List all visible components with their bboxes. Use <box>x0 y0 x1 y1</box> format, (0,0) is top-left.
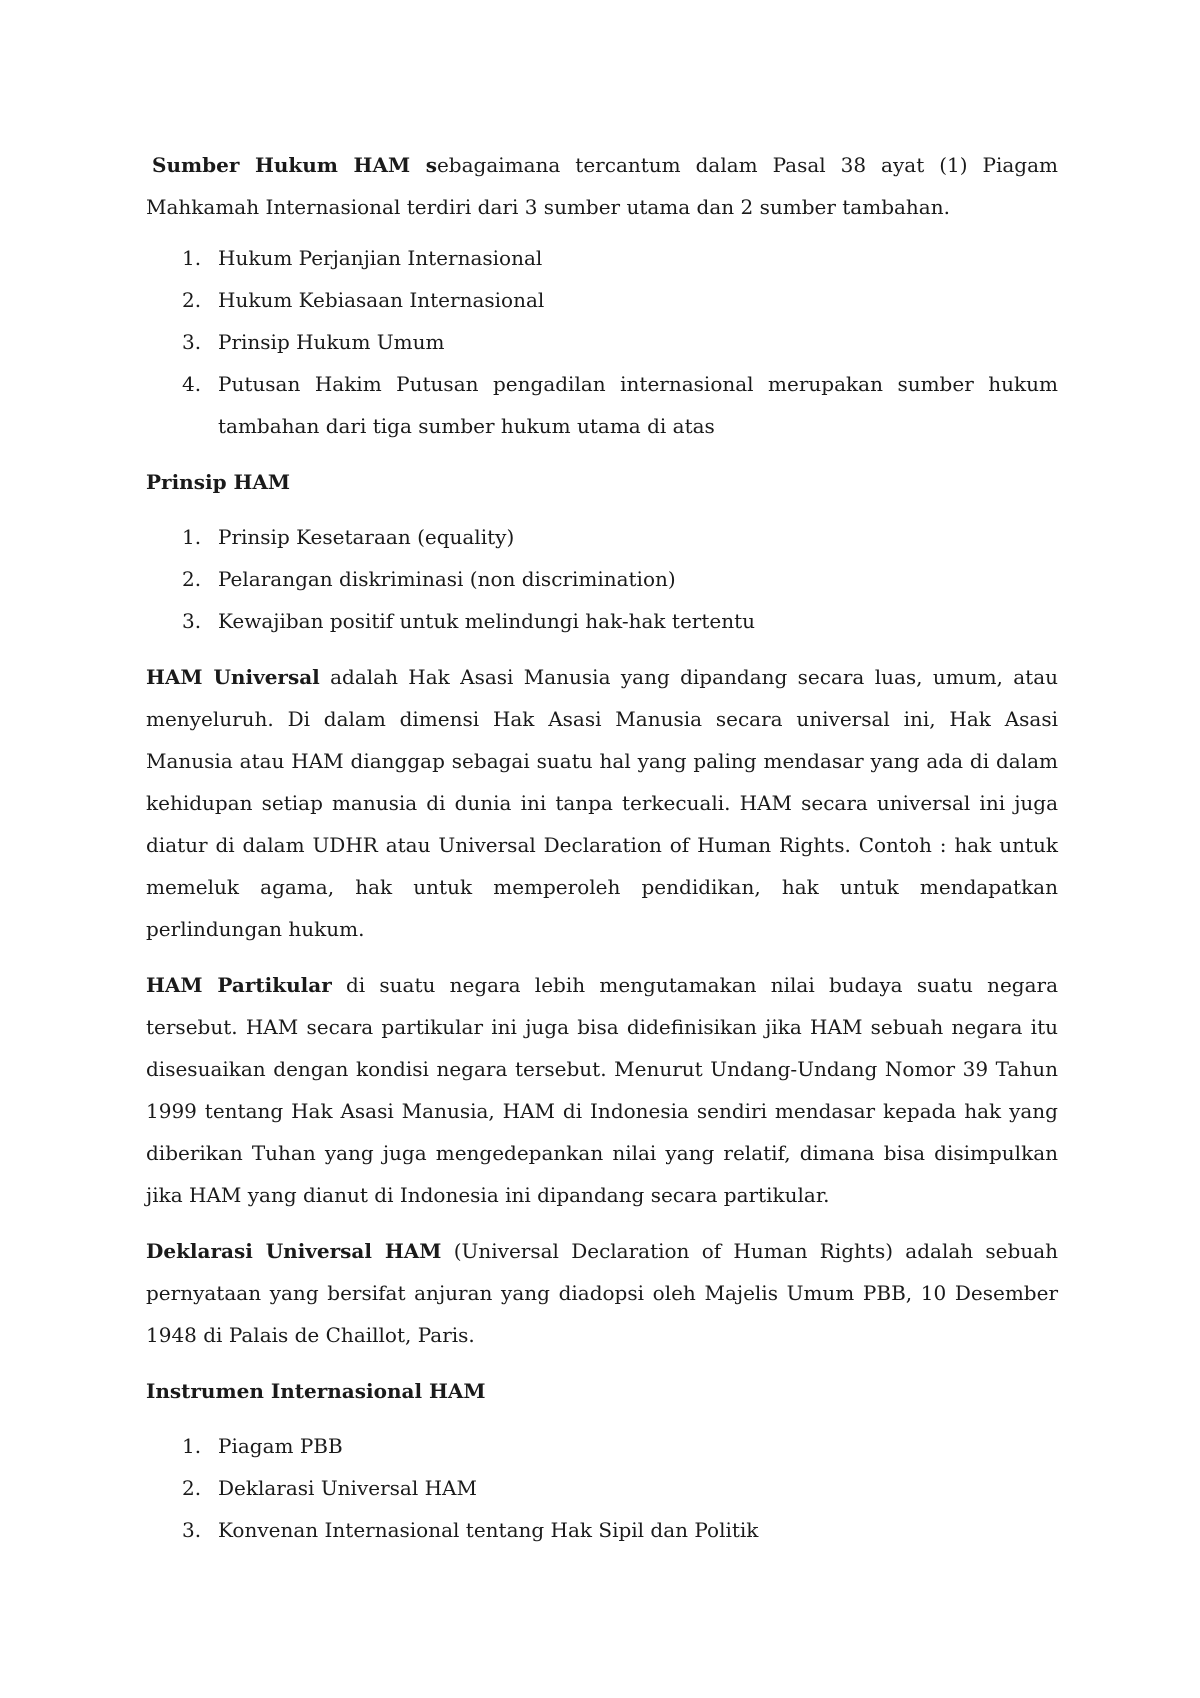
list-item <box>146 1467 1058 1509</box>
list-number: 1. <box>182 246 202 270</box>
partikular-term: HAM Partikular <box>146 973 332 997</box>
list-number: 4. <box>182 372 202 396</box>
document-page <box>146 144 1058 1551</box>
list-number: 2. <box>182 288 202 312</box>
prinsip-heading: Prinsip HAM <box>146 470 291 494</box>
list-text: Hukum Perjanjian Internasional <box>218 246 543 270</box>
list-item <box>146 1425 1058 1467</box>
list-number: 1. <box>182 1434 202 1458</box>
list-text: Prinsip Hukum Umum <box>218 330 445 354</box>
list-text: Deklarasi Universal HAM <box>218 1476 477 1500</box>
deklarasi-text: (Universal Declaration of Human Rights) adalah sebuah pernyataan yang bersifat anjuran yang diadopsi oleh Majelis Umum PBB, 10 Desember 1948 di Palais de Chaillot, Paris. <box>146 1239 1059 1347</box>
list-number: 3. <box>182 330 202 354</box>
deklarasi-term: Deklarasi Universal HAM <box>146 1239 442 1263</box>
list-text: Prinsip Kesetaraan (equality) <box>218 525 515 549</box>
sumber-intro-bold: Sumber Hukum HAM s <box>152 153 437 177</box>
list-item <box>146 558 1058 600</box>
list-number: 2. <box>182 567 202 591</box>
list-number: 2. <box>182 1476 202 1500</box>
list-text: Pelarangan diskriminasi (non discrimination) <box>218 567 676 591</box>
list-item <box>146 321 1058 363</box>
list-number: 3. <box>182 1518 202 1542</box>
list-item <box>146 1509 1058 1551</box>
list-item <box>146 279 1058 321</box>
partikular-text: di suatu negara lebih mengutamakan nilai budaya suatu negara tersebut. HAM secara partikular ini juga bisa didefinisikan jika HAM sebuah negara itu disesuaikan dengan kondisi negara tersebut. Menurut Undang-Undang Nomor 39 Tahun 1999 tentang Hak Asasi Manusia, HAM di Indonesia sendiri mendasar kepada hak yang diberikan Tuhan yang juga mengedepankan nilai yang relatif, dimana bisa disimpulkan jika HAM yang dianut di Indonesia ini dipandang secara partikular. <box>146 973 1059 1207</box>
universal-paragraph <box>146 656 1058 950</box>
list-item <box>146 363 1058 447</box>
prinsip-list <box>146 516 1058 642</box>
list-text: Konvenan Internasional tentang Hak Sipil dan Politik <box>218 1518 759 1542</box>
deklarasi-paragraph <box>146 1230 1058 1356</box>
list-item <box>146 516 1058 558</box>
sumber-intro-paragraph <box>146 144 1058 228</box>
list-text: Hukum Kebiasaan Internasional <box>218 288 545 312</box>
list-number: 1. <box>182 525 202 549</box>
list-text: Kewajiban positif untuk melindungi hak-hak tertentu <box>218 609 756 633</box>
instrumen-heading: Instrumen Internasional HAM <box>146 1379 486 1403</box>
sumber-intro-text: ebagaimana tercantum dalam Pasal 38 ayat (1) Piagam Mahkamah Internasional terdiri dari 3 sumber utama dan 2 sumber tambahan. <box>146 153 1058 219</box>
list-text: Putusan Hakim Putusan pengadilan internasional merupakan sumber hukum tambahan dari tiga sumber hukum utama di atas <box>218 372 1058 438</box>
list-number: 3. <box>182 609 202 633</box>
list-item <box>146 600 1058 642</box>
universal-term: HAM Universal <box>146 665 320 689</box>
sumber-list <box>146 237 1058 447</box>
list-text: Piagam PBB <box>218 1434 343 1458</box>
universal-text: adalah Hak Asasi Manusia yang dipandang secara luas, umum, atau menyeluruh. Di dalam dimensi Hak Asasi Manusia secara universal ini, Hak Asasi Manusia atau HAM dianggap sebagai suatu hal yang paling mendasar yang ada di dalam kehidupan setiap manusia di dunia ini tanpa terkecuali. HAM secara universal ini juga diatur di dalam UDHR atau Universal Declaration of Human Rights. Contoh : hak untuk memeluk agama, hak untuk memperoleh pendidikan, hak untuk mendapatkan perlindungan hukum. <box>146 665 1059 941</box>
partikular-paragraph <box>146 964 1058 1216</box>
instrumen-list <box>146 1425 1058 1551</box>
list-item <box>146 237 1058 279</box>
